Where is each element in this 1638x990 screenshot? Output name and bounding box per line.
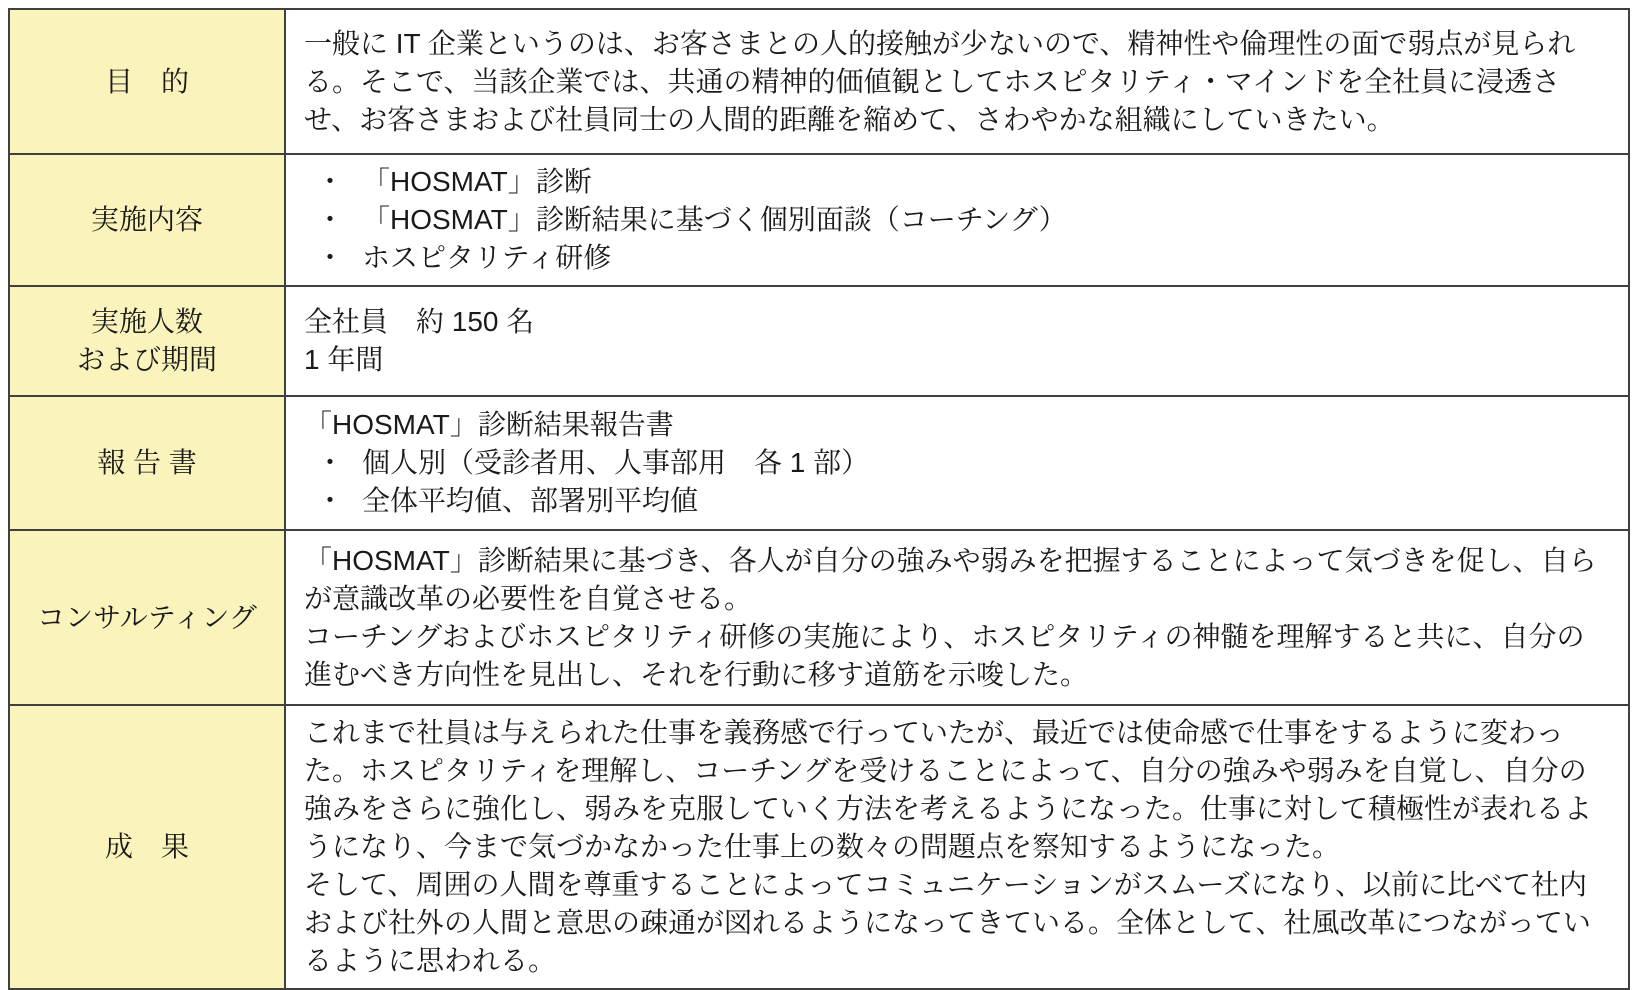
- row-label-cell: [9, 154, 285, 286]
- row-content-cell: [285, 705, 1629, 989]
- bullet-text: 「HOSMAT」診断: [362, 166, 592, 197]
- row-label-text: および期間: [76, 344, 217, 375]
- bullet-item: [304, 444, 1608, 482]
- bullet-marker: ・: [316, 204, 345, 235]
- table-row-purpose: [9, 9, 1629, 154]
- bullet-item: [304, 201, 1608, 239]
- bullet-marker: ・: [316, 166, 345, 197]
- bullet-text: 全体平均値、部署別平均値: [362, 485, 699, 516]
- row-label-cell: [9, 286, 285, 396]
- bullet-item: [304, 239, 1608, 277]
- paragraph: 全社員 約 150 名: [304, 306, 535, 337]
- bullet-item: [304, 482, 1608, 520]
- row-content-cell: [285, 286, 1629, 396]
- paragraph: 「HOSMAT」診断結果報告書: [304, 409, 674, 440]
- table-row-consulting: [9, 530, 1629, 705]
- row-label-text: 目 的: [104, 65, 189, 97]
- row-label-text: 実施内容: [90, 204, 203, 235]
- bullet-text: ホスピタリティ研修: [362, 242, 612, 273]
- table-row-results: [9, 705, 1629, 989]
- bullet-marker: ・: [316, 447, 345, 478]
- row-content-cell: [285, 530, 1629, 705]
- case-table-body: [9, 9, 1629, 989]
- bullet-item: [304, 163, 1608, 201]
- row-content-cell: [285, 396, 1629, 530]
- paragraph: そして、周囲の人間を尊重することによってコミュニケーションがスムーズになり、以前に比べて社内および社外の人間と意思の疎通が図れるようになってきている。全体として、社風改革につながっているように思われる。: [304, 869, 1591, 976]
- row-label-text: コンサルティング: [37, 601, 257, 633]
- table-row-implementation-details: [9, 154, 1629, 286]
- row-label-text: 報 告 書: [97, 447, 197, 478]
- row-label-cell: [9, 705, 285, 989]
- bullet-marker: ・: [316, 485, 345, 516]
- row-label-text: 実施人数: [90, 306, 203, 337]
- paragraph: これまで社員は与えられた仕事を義務感で行っていたが、最近では使命感で仕事をするように変わった。ホスピタリティを理解し、コーチングを受けることによって、自分の強みや弱みを自覚し、自分の強みをさらに強化し、弱みを克服していく方法を考えるようになった。仕事に対して積極性が表れるようになり、今まで気づかなかった仕事上の数々の問題点を察知するようになった。: [304, 717, 1593, 862]
- row-content-cell: [285, 9, 1629, 154]
- row-label-cell: [9, 9, 285, 154]
- row-label-cell: [9, 396, 285, 530]
- bullet-text: 「HOSMAT」診断結果に基づく個別面談（コーチング）: [362, 204, 1067, 235]
- row-label-text: 成 果: [104, 831, 189, 862]
- case-study-table: [8, 8, 1630, 990]
- paragraph: 「HOSMAT」診断結果に基づき、各人が自分の強みや弱みを把握することによって気づきを促し、自らが意識改革の必要性を自覚させる。: [304, 544, 1597, 614]
- table-row-reports: [9, 396, 1629, 530]
- paragraph: コーチングおよびホスピタリティ研修の実施により、ホスピタリティの神髄を理解すると共に、自分の進むべき方向性を見出し、それを行動に移す道筋を示唆した。: [304, 620, 1585, 690]
- row-content-cell: [285, 154, 1629, 286]
- row-label-cell: [9, 530, 285, 705]
- bullet-text: 個人別（受診者用、人事部用 各 1 部）: [362, 447, 870, 478]
- table-row-participants-and-period: [9, 286, 1629, 396]
- bullet-marker: ・: [316, 242, 345, 273]
- paragraph: 一般に IT 企業というのは、お客さまとの人的接触が少ないので、精神性や倫理性の面で弱点が見られる。そこで、当該企業では、共通の精神的価値観としてホスピタリティ・マインドを全社員に浸透させ、お客さまおよび社員同士の人間的距離を縮めて、さわやかな組織にしていきたい。: [304, 27, 1576, 135]
- paragraph: 1 年間: [304, 344, 384, 375]
